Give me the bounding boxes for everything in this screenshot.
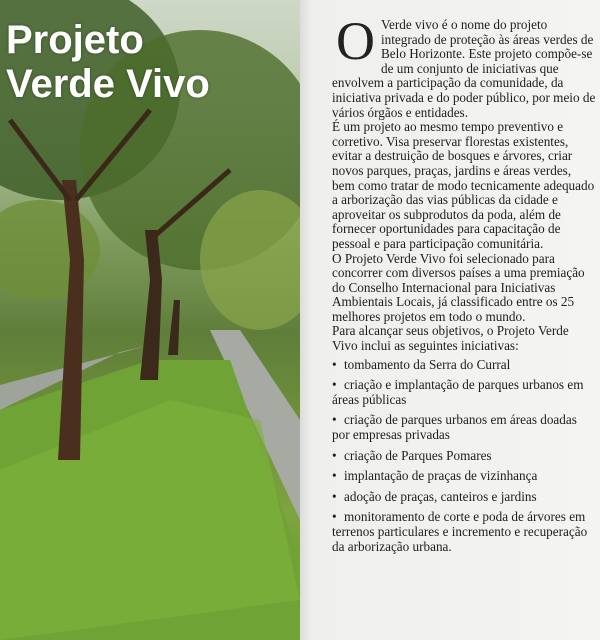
list-item-text: implantação de praças de vizinhança [344,468,538,484]
text-panel [300,0,600,640]
list-item-text: criação de Parques Pomares [344,447,492,463]
intro-text: Verde vivo é o nome do projeto integrado de proteção às áreas verdes de Belo Horizonte. Este projeto compõe-se de um conjunto de iniciativas que envolvem a participação da comunidade, da iniciativa privada e do poder público, por meio de vários órgãos e entidades. [332,17,596,120]
bullet-icon: • [332,468,337,484]
intro-paragraph [332,11,596,120]
list-item [332,358,596,373]
tree-trunk-3 [168,300,180,355]
list-item [332,490,596,505]
bullet-icon: • [332,356,337,372]
list-item [332,510,596,554]
paragraph-3: O Projeto Verde Vivo foi selecionado para concorrer com diversos países a uma premiação do Conselho Internacional para Iniciativas Ambientais Locais, já classificado entre os 25 melhores projetos em todo o mundo. [332,250,585,324]
list-item-text: tombamento da Serra do Curral [344,356,511,372]
list-item-text: criação de parques urbanos em áreas doadas por empresas privadas [332,412,577,443]
bullet-icon: • [332,377,337,393]
bullet-icon: • [332,488,337,504]
bullet-icon: • [332,447,337,463]
bullet-icon: • [332,509,337,525]
paragraph-4: Para alcançar seus objetivos, o Projeto Verde Vivo inclui as seguintes iniciativas: [332,323,569,354]
list-item-text: adoção de praças, canteiros e jardins [344,488,537,504]
list-item-text: criação e implantação de parques urbanos em áreas públicas [332,377,584,407]
photo-title-line1: Projeto [6,18,144,62]
list-item-text: monitoramento de corte e poda de árvores em terrenos particulares e incremento e recuperação da arborização urbana. [332,509,588,554]
list-item [332,378,596,407]
list-item [332,413,596,442]
initiatives-list [332,358,596,555]
paragraph-2: É um projeto ao mesmo tempo preventivo e corretivo. Visa preservar florestas existentes, evitar a destruição de bosques e árvores, criar novos parques, praças, jardins e áreas verdes, bem como tratar de modo tecnicamente adequado a arborização das vias públicas da cidade e aproveitar os subprodutos da poda, além de fornecer oportunidades para capacitação de pessoal e para participação comunitária. [332,119,595,251]
photo-title [6,18,210,106]
list-item [332,469,596,484]
drop-cap: O [336,11,375,71]
foliage-low [0,200,100,300]
photo-title-line2: Verde Vivo [6,62,210,106]
bullet-icon: • [332,412,337,428]
list-item [332,449,596,464]
